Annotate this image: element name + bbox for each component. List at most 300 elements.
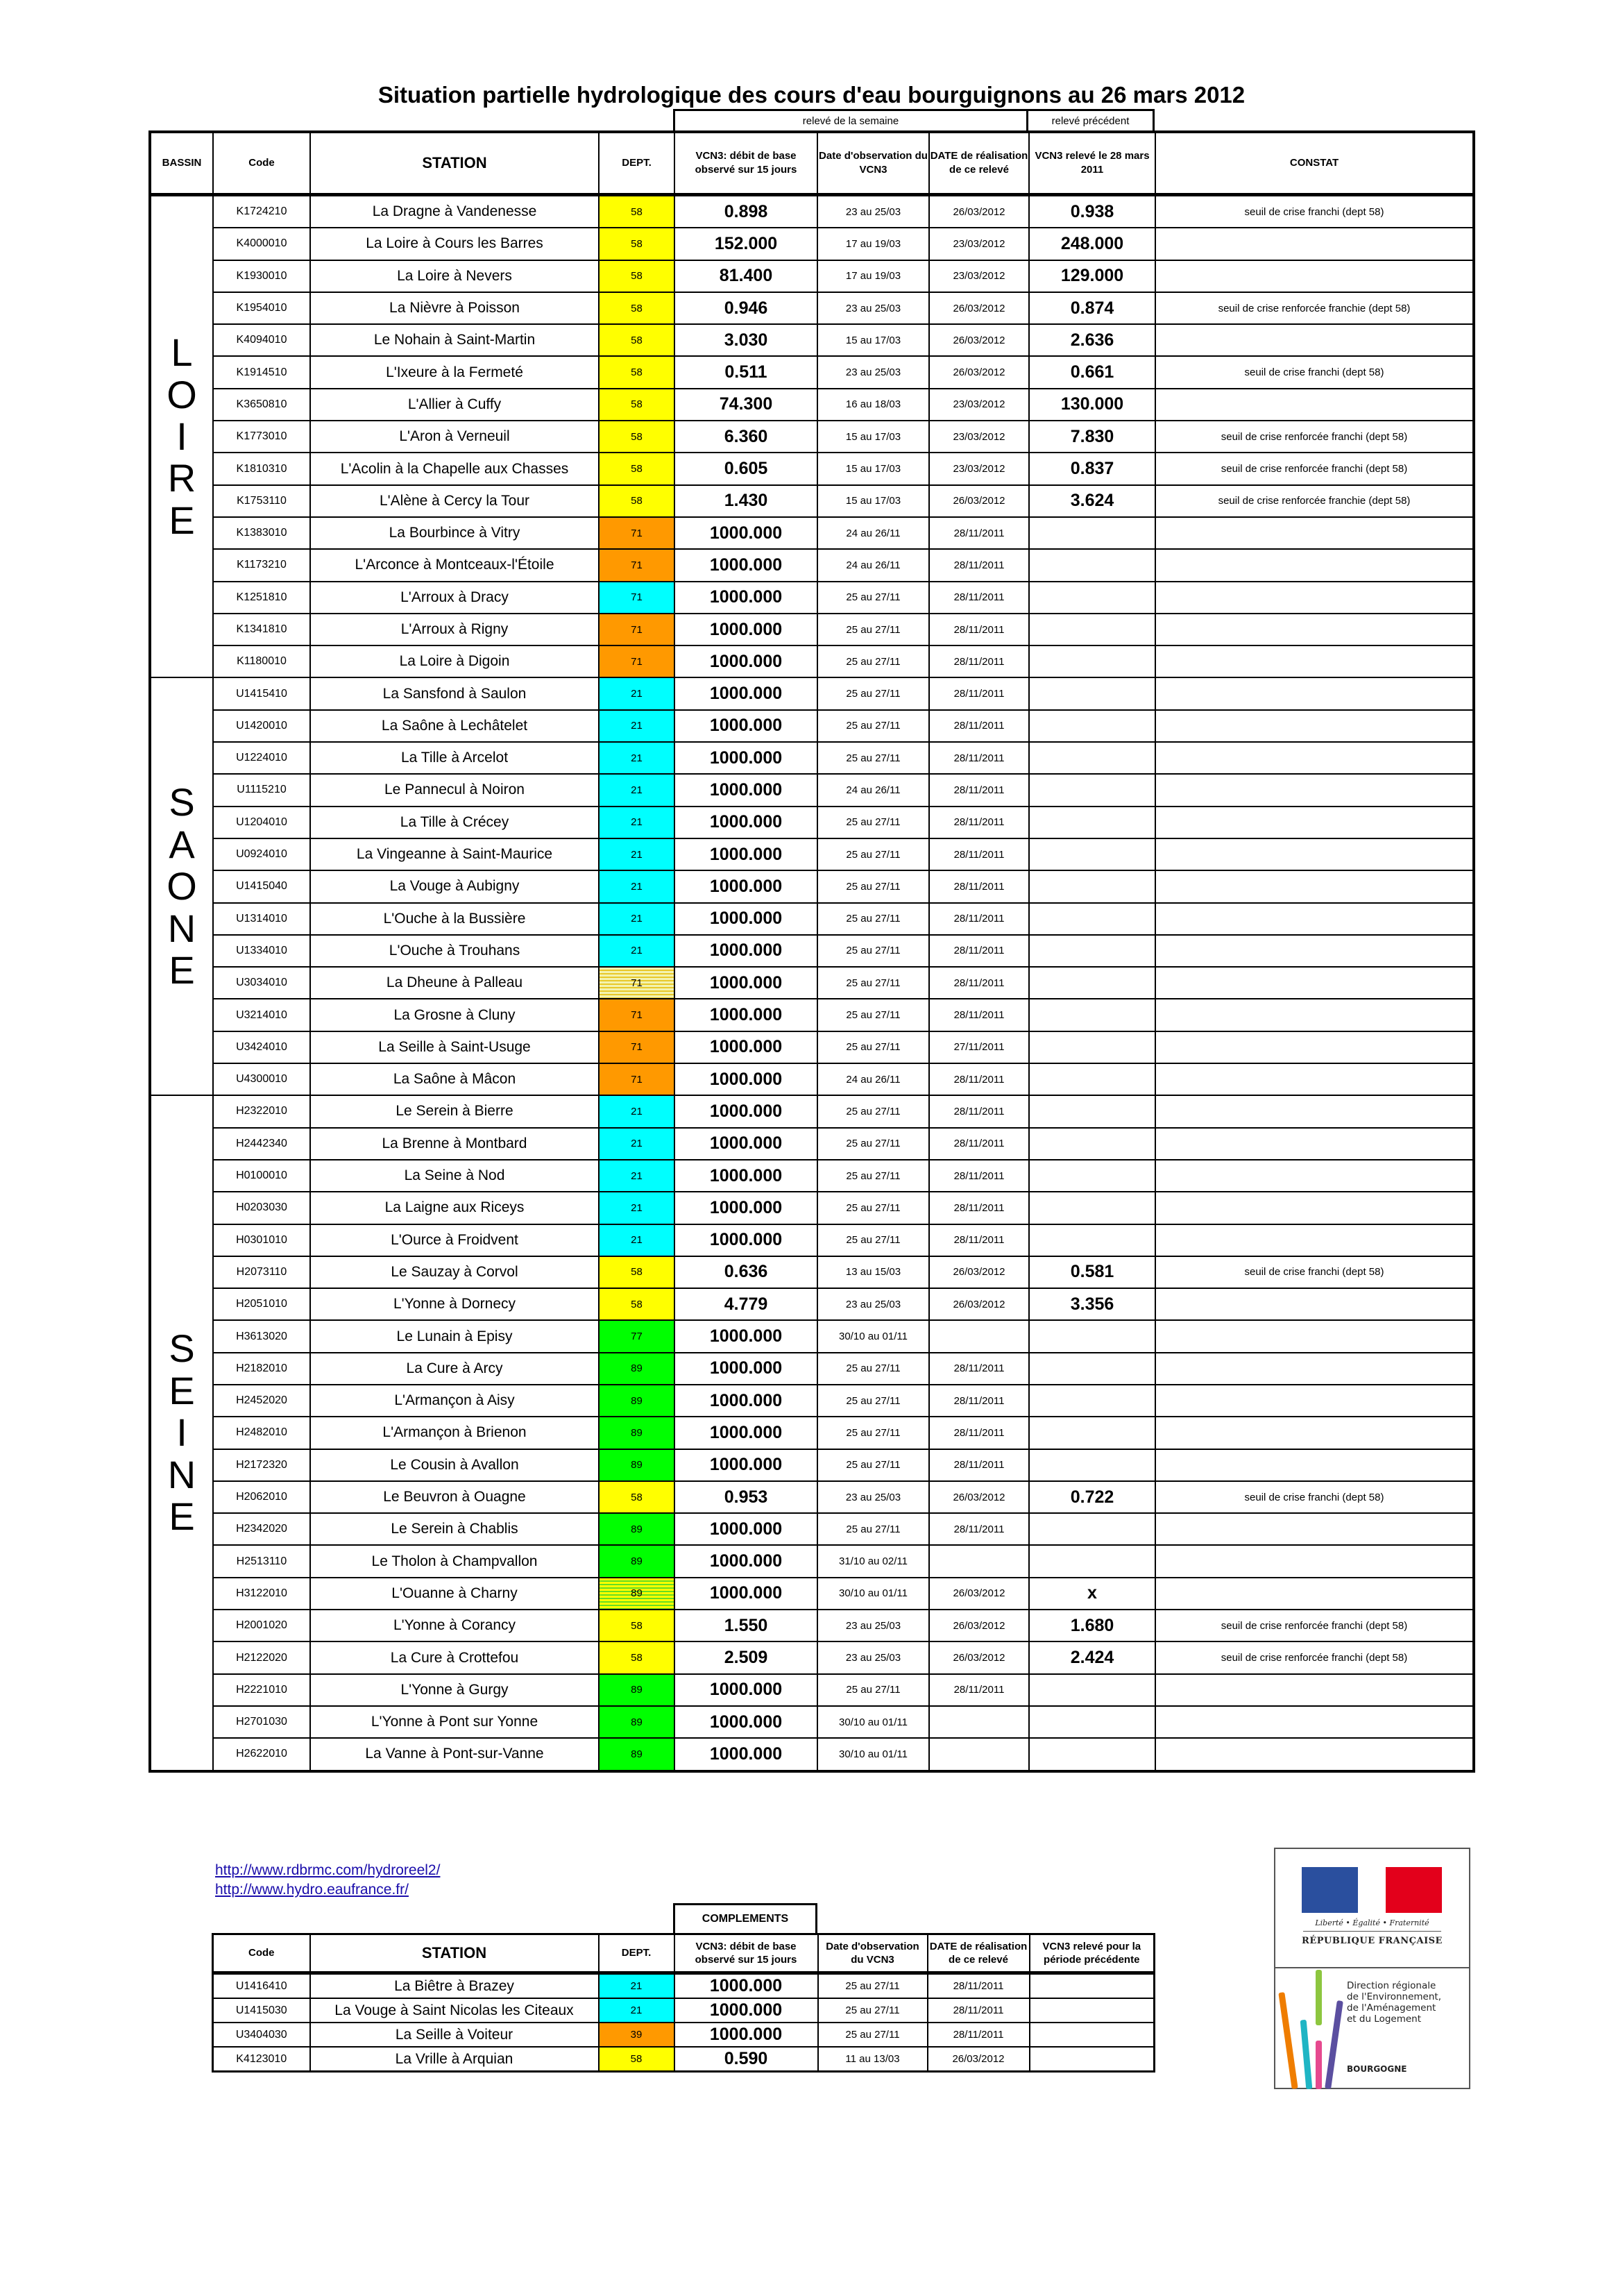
table-row: [150, 774, 1474, 806]
complement-row: [213, 1998, 1155, 2023]
vcn3-value: 3.030: [674, 324, 817, 356]
constat-text: seuil de crise franchi (dept 58): [1155, 1481, 1474, 1513]
station-name: La Grosne à Cluny: [310, 999, 599, 1031]
dept-cell: 58: [599, 292, 674, 324]
date-realisation: 28/11/2011: [929, 1095, 1029, 1127]
vcn3-value: 0.953: [674, 1481, 817, 1513]
constat-text: [1155, 389, 1474, 421]
comp-header-dept: DEPT.: [599, 1934, 674, 1973]
dept-cell: 71: [599, 614, 674, 645]
vcn3-previous: [1029, 1160, 1155, 1192]
complement-row: [213, 2047, 1155, 2072]
constat-text: [1155, 1128, 1474, 1160]
vcn3-value: 1000.000: [674, 1385, 817, 1417]
station-name: La Saône à Lechâtelet: [310, 710, 599, 742]
station-code: U1115210: [213, 774, 310, 806]
date-realisation: 28/11/2011: [929, 967, 1029, 999]
vcn3-previous: [1029, 645, 1155, 677]
date-realisation: 28/11/2011: [929, 1449, 1029, 1481]
date-observation: 25 au 27/11: [818, 1998, 928, 2023]
vcn3-value: 1000.000: [674, 1192, 817, 1224]
dept-cell: 21: [599, 1160, 674, 1192]
station-code: H2073110: [213, 1256, 310, 1288]
date-realisation: 26/03/2012: [929, 1288, 1029, 1320]
station-name: Le Nohain à Saint-Martin: [310, 324, 599, 356]
dept-cell: 58: [599, 2047, 674, 2072]
constat-text: [1155, 228, 1474, 260]
station-code: K4000010: [213, 228, 310, 260]
date-observation: 25 au 27/11: [817, 742, 929, 774]
republique-francaise-logo: [1275, 1849, 1469, 1968]
vcn3-value: 1000.000: [674, 1095, 817, 1127]
vcn3-previous: [1029, 870, 1155, 902]
station-code: K1930010: [213, 260, 310, 292]
station-name: La Vanne à Pont-sur-Vanne: [310, 1738, 599, 1771]
vcn3-previous: [1029, 903, 1155, 935]
date-realisation: 28/11/2011: [929, 807, 1029, 838]
dept-cell: 89: [599, 1417, 674, 1449]
station-code: K1341810: [213, 614, 310, 645]
date-realisation: 28/11/2011: [928, 2023, 1030, 2047]
dept-cell: 58: [599, 1481, 674, 1513]
date-observation: 30/10 au 01/11: [817, 1578, 929, 1610]
date-observation: 25 au 27/11: [817, 582, 929, 614]
date-observation: 30/10 au 01/11: [817, 1706, 929, 1738]
station-name: Le Tholon à Champvallon: [310, 1545, 599, 1577]
station-name: La Tille à Crécey: [310, 807, 599, 838]
date-observation: 25 au 27/11: [817, 645, 929, 677]
station-code: U1416410: [213, 1973, 310, 1999]
logo-motto: Liberté • Égalité • Fraternité: [1315, 1918, 1429, 1927]
station-name: L'Yonne à Pont sur Yonne: [310, 1706, 599, 1738]
date-realisation: 28/11/2011: [929, 870, 1029, 902]
vcn3-value: 4.779: [674, 1288, 817, 1320]
vcn3-previous: [1029, 1706, 1155, 1738]
table-row: [150, 517, 1474, 549]
station-name: La Loire à Nevers: [310, 260, 599, 292]
date-observation: 25 au 27/11: [817, 1224, 929, 1256]
vcn3-previous: 3.624: [1029, 485, 1155, 517]
constat-text: seuil de crise franchi (dept 58): [1155, 1256, 1474, 1288]
table-row: [150, 260, 1474, 292]
dept-cell: 89: [599, 1385, 674, 1417]
station-name: La Vrille à Arquian: [310, 2047, 599, 2072]
super-header-previous: relevé précédent: [1026, 109, 1155, 130]
date-observation: 24 au 26/11: [817, 1063, 929, 1095]
station-code: U4300010: [213, 1063, 310, 1095]
station-name: La Vingeanne à Saint-Maurice: [310, 838, 599, 870]
date-observation: 25 au 27/11: [817, 1513, 929, 1545]
dept-cell: 58: [599, 421, 674, 453]
date-realisation: 26/03/2012: [929, 1256, 1029, 1288]
date-observation: 25 au 27/11: [817, 870, 929, 902]
station-code: H2051010: [213, 1288, 310, 1320]
constat-text: [1155, 1192, 1474, 1224]
header-vcn3: VCN3: débit de base observé sur 15 jours: [674, 132, 817, 195]
station-code: K1753110: [213, 485, 310, 517]
station-name: Le Lunain à Episy: [310, 1320, 599, 1352]
dept-cell: 21: [599, 935, 674, 967]
station-name: L'Yonne à Dornecy: [310, 1288, 599, 1320]
station-code: U3404030: [213, 2023, 310, 2047]
dept-cell: 77: [599, 1320, 674, 1352]
logo-republic: RÉPUBLIQUE FRANÇAISE: [1302, 1936, 1443, 1946]
station-name: La Brenne à Montbard: [310, 1128, 599, 1160]
station-code: H0203030: [213, 1192, 310, 1224]
vcn3-previous: [1029, 807, 1155, 838]
vcn3-previous: [1029, 582, 1155, 614]
date-realisation: [929, 1738, 1029, 1771]
date-observation: 25 au 27/11: [817, 1417, 929, 1449]
station-code: U3424010: [213, 1031, 310, 1063]
vcn3-previous: [1029, 774, 1155, 806]
date-realisation: 28/11/2011: [929, 614, 1029, 645]
date-observation: 24 au 26/11: [817, 774, 929, 806]
date-observation: 25 au 27/11: [817, 935, 929, 967]
date-realisation: [929, 1320, 1029, 1352]
station-code: U0924010: [213, 838, 310, 870]
table-row: [150, 1513, 1474, 1545]
station-name: La Loire à Digoin: [310, 645, 599, 677]
constat-text: [1155, 999, 1474, 1031]
dept-cell: 58: [599, 260, 674, 292]
dept-cell: 89: [599, 1738, 674, 1771]
dept-cell: 58: [599, 195, 674, 228]
constat-text: [1155, 1031, 1474, 1063]
constat-text: [1155, 1578, 1474, 1610]
table-row: [150, 1610, 1474, 1641]
vcn3-value: 1000.000: [674, 1513, 817, 1545]
vcn3-value: 1000.000: [674, 1320, 817, 1352]
dept-cell: 21: [599, 710, 674, 742]
station-code: H2221010: [213, 1674, 310, 1706]
vcn3-previous: [1029, 742, 1155, 774]
station-name: L'Arroux à Rigny: [310, 614, 599, 645]
vcn3-previous: [1029, 999, 1155, 1031]
vcn3-value: 1000.000: [674, 549, 817, 581]
station-name: La Seille à Voiteur: [310, 2023, 599, 2047]
comp-header-station: STATION: [310, 1934, 599, 1973]
vcn3-value: 1000.000: [674, 774, 817, 806]
table-row: [150, 1545, 1474, 1577]
complements-body: [213, 1973, 1155, 2072]
vcn3-value: 1.550: [674, 1610, 817, 1641]
station-code: H2482010: [213, 1417, 310, 1449]
constat-text: seuil de crise franchi (dept 58): [1155, 195, 1474, 228]
station-name: L'Acolin à la Chapelle aux Chasses: [310, 453, 599, 484]
date-observation: 25 au 27/11: [817, 1128, 929, 1160]
date-realisation: 28/11/2011: [929, 1513, 1029, 1545]
constat-text: [1155, 1674, 1474, 1706]
table-row: [150, 1160, 1474, 1192]
vcn3-previous: [1029, 1385, 1155, 1417]
dept-cell: 58: [599, 1288, 674, 1320]
table-row: [150, 1063, 1474, 1095]
station-name: La Dragne à Vandenesse: [310, 195, 599, 228]
header-vcn3-prev: VCN3 relevé le 28 mars 2011: [1029, 132, 1155, 195]
date-realisation: 28/11/2011: [929, 549, 1029, 581]
constat-text: [1155, 1095, 1474, 1127]
vcn3-previous: [1029, 1513, 1155, 1545]
date-realisation: 28/11/2011: [929, 1063, 1029, 1095]
dept-cell: 21: [599, 838, 674, 870]
vcn3-value: 0.605: [674, 453, 817, 484]
date-realisation: 23/03/2012: [929, 453, 1029, 484]
station-code: H2622010: [213, 1738, 310, 1771]
header-date-real: DATE de réalisation de ce relevé: [929, 132, 1029, 195]
station-code: K1954010: [213, 292, 310, 324]
date-realisation: 28/11/2011: [929, 774, 1029, 806]
date-observation: 23 au 25/03: [817, 1641, 929, 1673]
constat-text: [1155, 935, 1474, 967]
station-code: H2182010: [213, 1353, 310, 1385]
constat-text: [1155, 1385, 1474, 1417]
station-code: K1773010: [213, 421, 310, 453]
date-realisation: 26/03/2012: [929, 324, 1029, 356]
station-code: K1383010: [213, 517, 310, 549]
date-observation: 23 au 25/03: [817, 1288, 929, 1320]
date-realisation: 26/03/2012: [929, 1610, 1029, 1641]
date-observation: 24 au 26/11: [817, 549, 929, 581]
constat-text: [1155, 838, 1474, 870]
vcn3-previous: [1029, 967, 1155, 999]
dept-cell: 58: [599, 1641, 674, 1673]
date-observation: 24 au 26/11: [817, 517, 929, 549]
constat-text: [1155, 967, 1474, 999]
station-code: H2701030: [213, 1706, 310, 1738]
date-realisation: 26/03/2012: [929, 1641, 1029, 1673]
constat-text: [1155, 1545, 1474, 1577]
table-row: [150, 1095, 1474, 1127]
date-realisation: [929, 1706, 1029, 1738]
station-code: U3214010: [213, 999, 310, 1031]
station-code: H2062010: [213, 1481, 310, 1513]
dept-cell: 58: [599, 324, 674, 356]
vcn3-previous: [1029, 614, 1155, 645]
table-body: [150, 195, 1474, 1771]
date-observation: 30/10 au 01/11: [817, 1320, 929, 1352]
vcn3-previous: [1029, 1192, 1155, 1224]
station-code: U3034010: [213, 967, 310, 999]
date-observation: 25 au 27/11: [817, 1095, 929, 1127]
constat-text: [1155, 774, 1474, 806]
station-code: K1914510: [213, 356, 310, 388]
constat-text: [1155, 677, 1474, 709]
vcn3-value: 1000.000: [674, 1706, 817, 1738]
table-row: [150, 1192, 1474, 1224]
table-row: [150, 389, 1474, 421]
vcn3-previous: [1029, 710, 1155, 742]
station-code: H2122020: [213, 1641, 310, 1673]
station-code: K3650810: [213, 389, 310, 421]
vcn3-value: 1000.000: [674, 1031, 817, 1063]
vcn3-previous: [1029, 677, 1155, 709]
vcn3-value: 1000.000: [674, 838, 817, 870]
table-row: [150, 1449, 1474, 1481]
vcn3-previous: 0.581: [1029, 1256, 1155, 1288]
dept-cell: 58: [599, 453, 674, 484]
table-row: [150, 421, 1474, 453]
station-name: La Dheune à Palleau: [310, 967, 599, 999]
comp-header-date-real: DATE de réalisation de ce relevé: [928, 1934, 1030, 1973]
super-header-week: relevé de la semaine: [673, 109, 1028, 130]
vcn3-value: 1000.000: [674, 1674, 817, 1706]
vcn3-value: 1000.000: [674, 935, 817, 967]
constat-text: seuil de crise renforcée franchie (dept 58): [1155, 292, 1474, 324]
date-realisation: 28/11/2011: [929, 1674, 1029, 1706]
station-code: H2172320: [213, 1449, 310, 1481]
table-row: [150, 614, 1474, 645]
date-realisation: 28/11/2011: [929, 582, 1029, 614]
logo-bar-orange: [1278, 1992, 1298, 2089]
station-code: U1415410: [213, 677, 310, 709]
dept-cell: 71: [599, 967, 674, 999]
vcn3-value: 1000.000: [674, 1973, 818, 1999]
table-row: [150, 1674, 1474, 1706]
vcn3-previous: [1029, 1353, 1155, 1385]
date-realisation: 26/03/2012: [929, 356, 1029, 388]
date-realisation: 28/11/2011: [929, 1160, 1029, 1192]
date-realisation: 28/11/2011: [929, 517, 1029, 549]
date-observation: 23 au 25/03: [817, 1610, 929, 1641]
dept-cell: 71: [599, 1063, 674, 1095]
vcn3-previous: [1029, 549, 1155, 581]
date-observation: 25 au 27/11: [817, 1449, 929, 1481]
station-code: U1415030: [213, 1998, 310, 2023]
vcn3-value: 81.400: [674, 260, 817, 292]
vcn3-value: 2.509: [674, 1641, 817, 1673]
vcn3-value: 1000.000: [674, 870, 817, 902]
dept-cell: 89: [599, 1674, 674, 1706]
table-row: [150, 1481, 1474, 1513]
logo-bar-teal: [1300, 2020, 1313, 2089]
dept-cell: 21: [599, 742, 674, 774]
date-realisation: 28/11/2011: [928, 1973, 1030, 1999]
vcn3-value: 1000.000: [674, 1545, 817, 1577]
vcn3-previous: [1029, 1128, 1155, 1160]
table-row: [150, 742, 1474, 774]
link-hydro-eaufrance[interactable]: http://www.hydro.eaufrance.fr/: [215, 1882, 409, 1898]
station-code: H2322010: [213, 1095, 310, 1127]
vcn3-previous: [1030, 1998, 1155, 2023]
vcn3-value: 1000.000: [674, 1578, 817, 1610]
constat-text: seuil de crise renforcée franchi (dept 58): [1155, 1610, 1474, 1641]
constat-text: [1155, 742, 1474, 774]
constat-text: [1155, 807, 1474, 838]
vcn3-value: 1000.000: [674, 582, 817, 614]
date-observation: 25 au 27/11: [817, 1031, 929, 1063]
dept-cell: 89: [599, 1545, 674, 1577]
vcn3-previous: [1029, 838, 1155, 870]
logo-bar-purple: [1325, 2000, 1343, 2089]
station-name: La Sansfond à Saulon: [310, 677, 599, 709]
date-realisation: 26/03/2012: [929, 1481, 1029, 1513]
date-realisation: 28/11/2011: [929, 1353, 1029, 1385]
table-row: [150, 356, 1474, 388]
dept-cell: 89: [599, 1449, 674, 1481]
constat-text: [1155, 1353, 1474, 1385]
table-row: [150, 549, 1474, 581]
date-observation: 15 au 17/03: [817, 453, 929, 484]
vcn3-previous: [1029, 1738, 1155, 1771]
vcn3-value: 1000.000: [674, 1449, 817, 1481]
station-name: La Seine à Nod: [310, 1160, 599, 1192]
dept-cell: 58: [599, 485, 674, 517]
date-realisation: 27/11/2011: [929, 1031, 1029, 1063]
table-row: [150, 485, 1474, 517]
table-row: [150, 677, 1474, 709]
vcn3-previous: x: [1029, 1578, 1155, 1610]
dept-cell: 71: [599, 999, 674, 1031]
vcn3-value: 1000.000: [674, 807, 817, 838]
header-date-obs: Date d'observation du VCN3: [817, 132, 929, 195]
dept-cell: 89: [599, 1578, 674, 1610]
constat-text: [1155, 614, 1474, 645]
dept-cell: 21: [599, 774, 674, 806]
vcn3-value: 1000.000: [674, 517, 817, 549]
dept-cell: 71: [599, 549, 674, 581]
table-row: [150, 645, 1474, 677]
table-row: [150, 1738, 1474, 1771]
dept-cell: 71: [599, 517, 674, 549]
vcn3-previous: 2.424: [1029, 1641, 1155, 1673]
station-name: Le Serein à Chablis: [310, 1513, 599, 1545]
station-name: Le Beuvron à Ouagne: [310, 1481, 599, 1513]
vcn3-previous: 129.000: [1029, 260, 1155, 292]
station-name: La Laigne aux Riceys: [310, 1192, 599, 1224]
vcn3-previous: [1029, 517, 1155, 549]
dept-cell: 58: [599, 389, 674, 421]
date-observation: 15 au 17/03: [817, 421, 929, 453]
logo-direction: Direction régionale de l'Environnement, de l'Aménagement et du Logement: [1347, 1980, 1441, 2025]
dept-cell: 89: [599, 1513, 674, 1545]
constat-text: [1155, 1288, 1474, 1320]
station-code: U1420010: [213, 710, 310, 742]
date-observation: 25 au 27/11: [817, 1192, 929, 1224]
link-rdbrmc[interactable]: http://www.rdbrmc.com/hydroreel2/: [215, 1862, 441, 1878]
table-row: [150, 903, 1474, 935]
date-realisation: 28/11/2011: [929, 838, 1029, 870]
dept-cell: 21: [599, 677, 674, 709]
station-name: L'Aron à Verneuil: [310, 421, 599, 453]
station-name: La Cure à Crottefou: [310, 1641, 599, 1673]
table-row: [150, 1224, 1474, 1256]
date-observation: 13 au 15/03: [817, 1256, 929, 1288]
date-observation: 25 au 27/11: [817, 614, 929, 645]
station-name: La Loire à Cours les Barres: [310, 228, 599, 260]
vcn3-value: 6.360: [674, 421, 817, 453]
vcn3-value: 1000.000: [674, 645, 817, 677]
station-name: Le Pannecul à Noiron: [310, 774, 599, 806]
date-realisation: 28/11/2011: [929, 1224, 1029, 1256]
date-observation: 25 au 27/11: [817, 710, 929, 742]
table-row: [150, 1353, 1474, 1385]
vcn3-previous: 130.000: [1029, 389, 1155, 421]
station-code: U1204010: [213, 807, 310, 838]
station-name: La Biêtre à Brazey: [310, 1973, 599, 1999]
station-code: H3613020: [213, 1320, 310, 1352]
vcn3-value: 1000.000: [674, 1417, 817, 1449]
vcn3-previous: 2.636: [1029, 324, 1155, 356]
vcn3-previous: 1.680: [1029, 1610, 1155, 1641]
vcn3-previous: [1029, 1674, 1155, 1706]
vcn3-previous: [1029, 1063, 1155, 1095]
header-constat: CONSTAT: [1155, 132, 1474, 195]
comp-header-code: Code: [213, 1934, 310, 1973]
constat-text: [1155, 1063, 1474, 1095]
header-station: STATION: [310, 132, 599, 195]
vcn3-value: 1000.000: [674, 742, 817, 774]
